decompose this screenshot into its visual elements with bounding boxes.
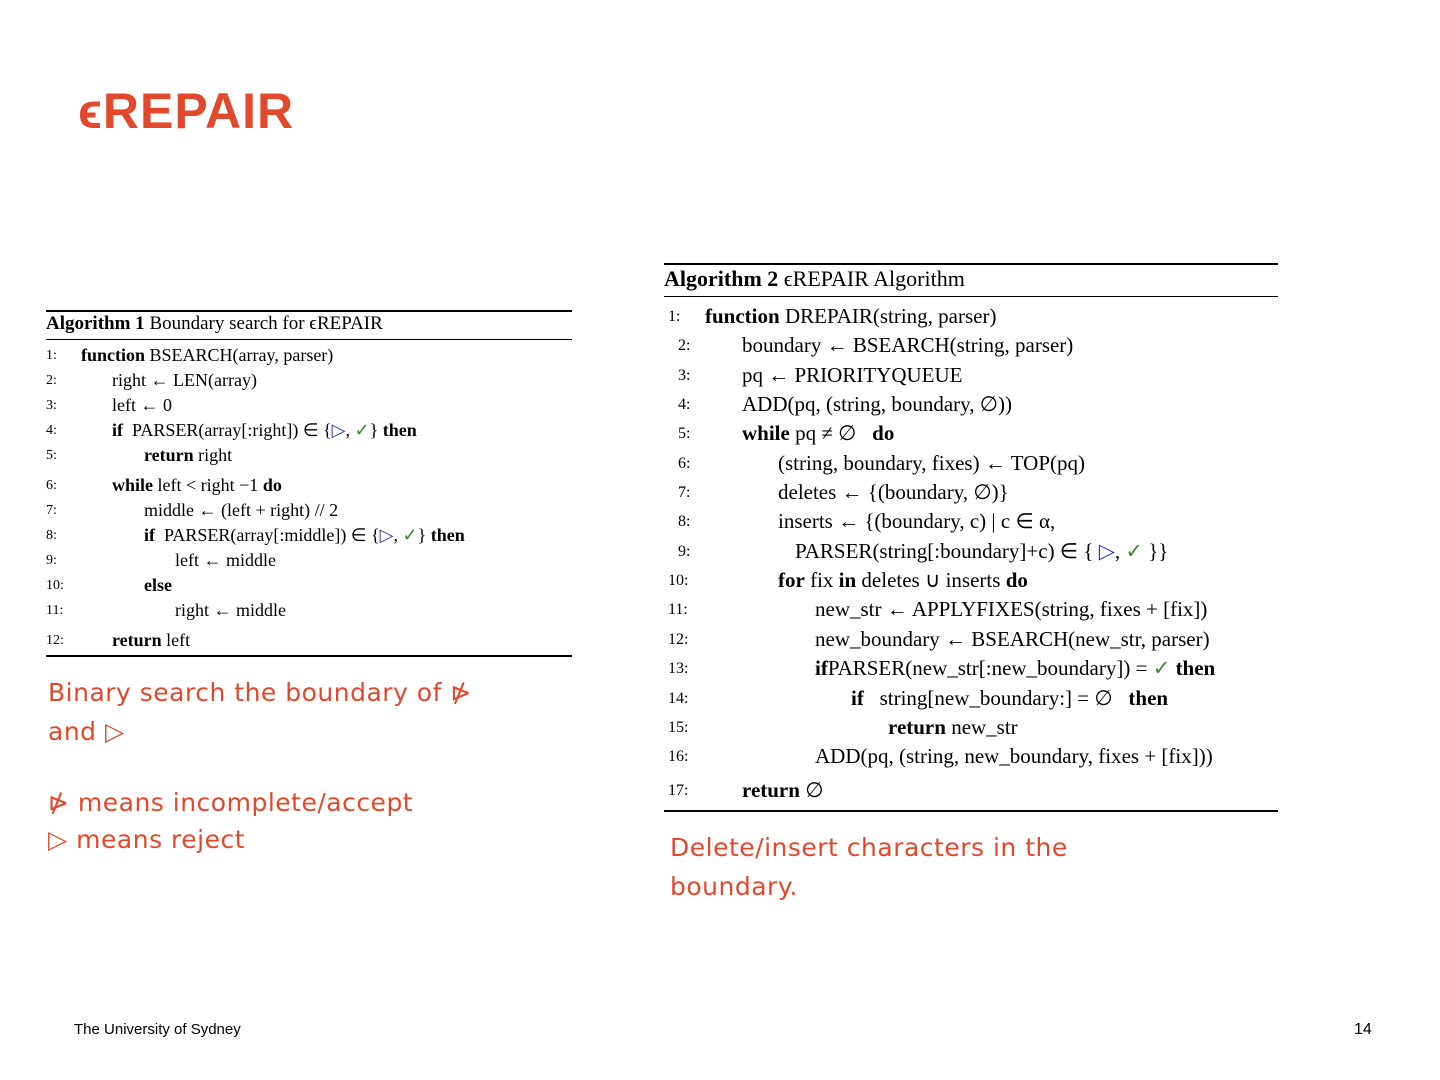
slide-title: ϵREPAIR	[78, 83, 295, 139]
code-text: right ← middle	[175, 600, 286, 620]
close-brace: }}	[1148, 539, 1169, 563]
line-number: 11:	[46, 603, 64, 618]
caption-line: Binary search the boundary of ⋫	[48, 678, 472, 707]
code-text: string[new_boundary:] = ∅	[879, 686, 1113, 710]
reject-symbol: ▷	[1098, 539, 1115, 563]
caption-line: ▷ means reject	[48, 825, 246, 854]
caption-line: Delete/insert characters in the	[670, 833, 1068, 862]
code-text: new_boundary ← BSEARCH(new_str, parser)	[815, 627, 1210, 651]
left-caption-legend	[48, 784, 608, 858]
check-symbol: ✓	[1125, 539, 1143, 563]
close-brace: }	[417, 525, 427, 545]
page-number: 14	[1354, 1021, 1372, 1038]
code-text: left < right −1	[157, 475, 259, 495]
keyword: while	[112, 475, 154, 495]
keyword: do	[872, 421, 895, 445]
code-text: DREPAIR(string, parser)	[784, 304, 997, 328]
line-number: 12:	[668, 631, 689, 648]
line-number: 1:	[46, 348, 57, 363]
line-number: 6:	[46, 478, 57, 493]
line-number: 13:	[668, 660, 689, 677]
keyword: return	[112, 630, 162, 650]
keyword: return	[144, 445, 194, 465]
code-text: left	[166, 630, 191, 650]
top-rule	[664, 263, 1278, 265]
footer-university: The University of Sydney	[74, 1021, 241, 1038]
code-text: ∅	[805, 778, 824, 802]
close-brace: }	[369, 420, 379, 440]
keyword: then	[430, 525, 465, 545]
reject-symbol: ▷	[379, 525, 394, 545]
right-caption	[670, 828, 1270, 906]
code-text: right ← LEN(array)	[112, 370, 257, 390]
line-number: 5:	[678, 425, 691, 442]
code-text: new_str	[951, 715, 1018, 739]
header-rule	[46, 339, 572, 340]
algorithm-2-box	[664, 263, 1278, 814]
algorithm-2-label: Algorithm 2	[664, 266, 779, 291]
separator: ,	[393, 525, 398, 545]
line-number: 9:	[46, 553, 57, 568]
keyword: return	[742, 778, 800, 802]
code-text: right	[198, 445, 233, 465]
line-number: 4:	[46, 423, 57, 438]
code-text: boundary ← BSEARCH(string, parser)	[742, 333, 1074, 357]
code-text: PARSER(string[:boundary]+c) ∈ {	[795, 539, 1094, 563]
keyword: then	[1175, 656, 1216, 680]
code-text: (string, boundary, fixes) ← TOP(pq)	[778, 451, 1085, 475]
line-number: 7:	[678, 484, 691, 501]
top-rule	[46, 310, 572, 312]
line-number: 2:	[46, 373, 57, 388]
line-number: 1:	[668, 308, 681, 325]
code-text: PARSER(array[:right]) ∈ {	[132, 420, 332, 440]
separator: ,	[345, 420, 350, 440]
code-text: pq ← PRIORITYQUEUE	[742, 363, 963, 387]
code-text: fix	[810, 568, 834, 592]
keyword: do	[1005, 568, 1028, 592]
left-caption	[48, 673, 608, 751]
algorithm-2-title: ϵREPAIR Algorithm	[783, 266, 965, 291]
code-text: pq ≠ ∅	[795, 421, 857, 445]
code-text: PARSER(array[:middle]) ∈ {	[164, 525, 380, 545]
keyword: while	[742, 421, 790, 445]
reject-symbol: ▷	[331, 420, 346, 440]
code-text: new_str ← APPLYFIXES(string, fixes + [fix])	[815, 597, 1208, 621]
line-number: 3:	[678, 367, 691, 384]
header-rule	[664, 296, 1278, 297]
keyword: in	[838, 568, 857, 592]
keyword: function	[81, 345, 146, 365]
keyword: if	[851, 686, 864, 710]
line-number: 8:	[46, 528, 57, 543]
caption-line: and ▷	[48, 717, 125, 746]
code-text: PARSER(new_str[:new_boundary]) =	[827, 656, 1148, 680]
line-number: 7:	[46, 503, 57, 518]
code-text: middle ← (left + right) // 2	[144, 500, 339, 520]
keyword: else	[144, 575, 172, 595]
line-number: 3:	[46, 398, 57, 413]
line-number: 11:	[668, 601, 688, 618]
caption-line: boundary.	[670, 872, 798, 901]
keyword: then	[382, 420, 417, 440]
check-symbol: ✓	[1152, 656, 1171, 680]
code-text: deletes ← {(boundary, ∅)}	[778, 480, 1009, 504]
line-number: 5:	[46, 448, 57, 463]
line-number: 6:	[678, 455, 691, 472]
check-symbol: ✓	[402, 525, 418, 545]
keyword: then	[1128, 686, 1169, 710]
code-text: BSEARCH(array, parser)	[149, 345, 334, 365]
line-number: 4:	[678, 396, 691, 413]
line-number: 15:	[668, 719, 689, 736]
check-symbol: ✓	[354, 420, 370, 440]
line-number: 16:	[668, 748, 689, 765]
code-text: ADD(pq, (string, boundary, ∅))	[742, 392, 1013, 416]
code-text: left ← 0	[112, 395, 172, 415]
code-text: inserts ← {(boundary, c) | c ∈ α,	[778, 509, 1056, 533]
keyword: if	[144, 525, 155, 545]
caption-line: ⋫ means incomplete/accept	[48, 788, 414, 817]
bottom-rule	[664, 810, 1278, 812]
keyword: function	[705, 304, 780, 328]
line-number: 14:	[668, 690, 689, 707]
bottom-rule	[46, 655, 572, 657]
line-number: 17:	[668, 782, 689, 799]
algorithm-1-box	[46, 310, 572, 658]
code-text: ADD(pq, (string, new_boundary, fixes + [fix]))	[815, 744, 1213, 768]
algorithm-1-header	[46, 313, 383, 335]
keyword: if	[815, 656, 828, 680]
line-number: 8:	[678, 513, 691, 530]
keyword: for	[778, 568, 805, 592]
keyword: return	[888, 715, 946, 739]
line-number: 2:	[678, 337, 691, 354]
line-number: 10:	[668, 572, 689, 589]
algorithm-1-title: Boundary search for ϵREPAIR	[149, 313, 383, 334]
code-text: deletes ∪ inserts	[861, 568, 1001, 592]
line-number: 9:	[678, 543, 691, 560]
code-text: left ← middle	[175, 550, 276, 570]
keyword: do	[262, 475, 282, 495]
keyword: if	[112, 420, 123, 440]
algorithm-2-header	[664, 266, 965, 292]
algorithm-1-label: Algorithm 1	[46, 313, 145, 334]
line-number: 10:	[46, 578, 64, 593]
line-number: 12:	[46, 633, 64, 648]
separator: ,	[1114, 539, 1121, 563]
